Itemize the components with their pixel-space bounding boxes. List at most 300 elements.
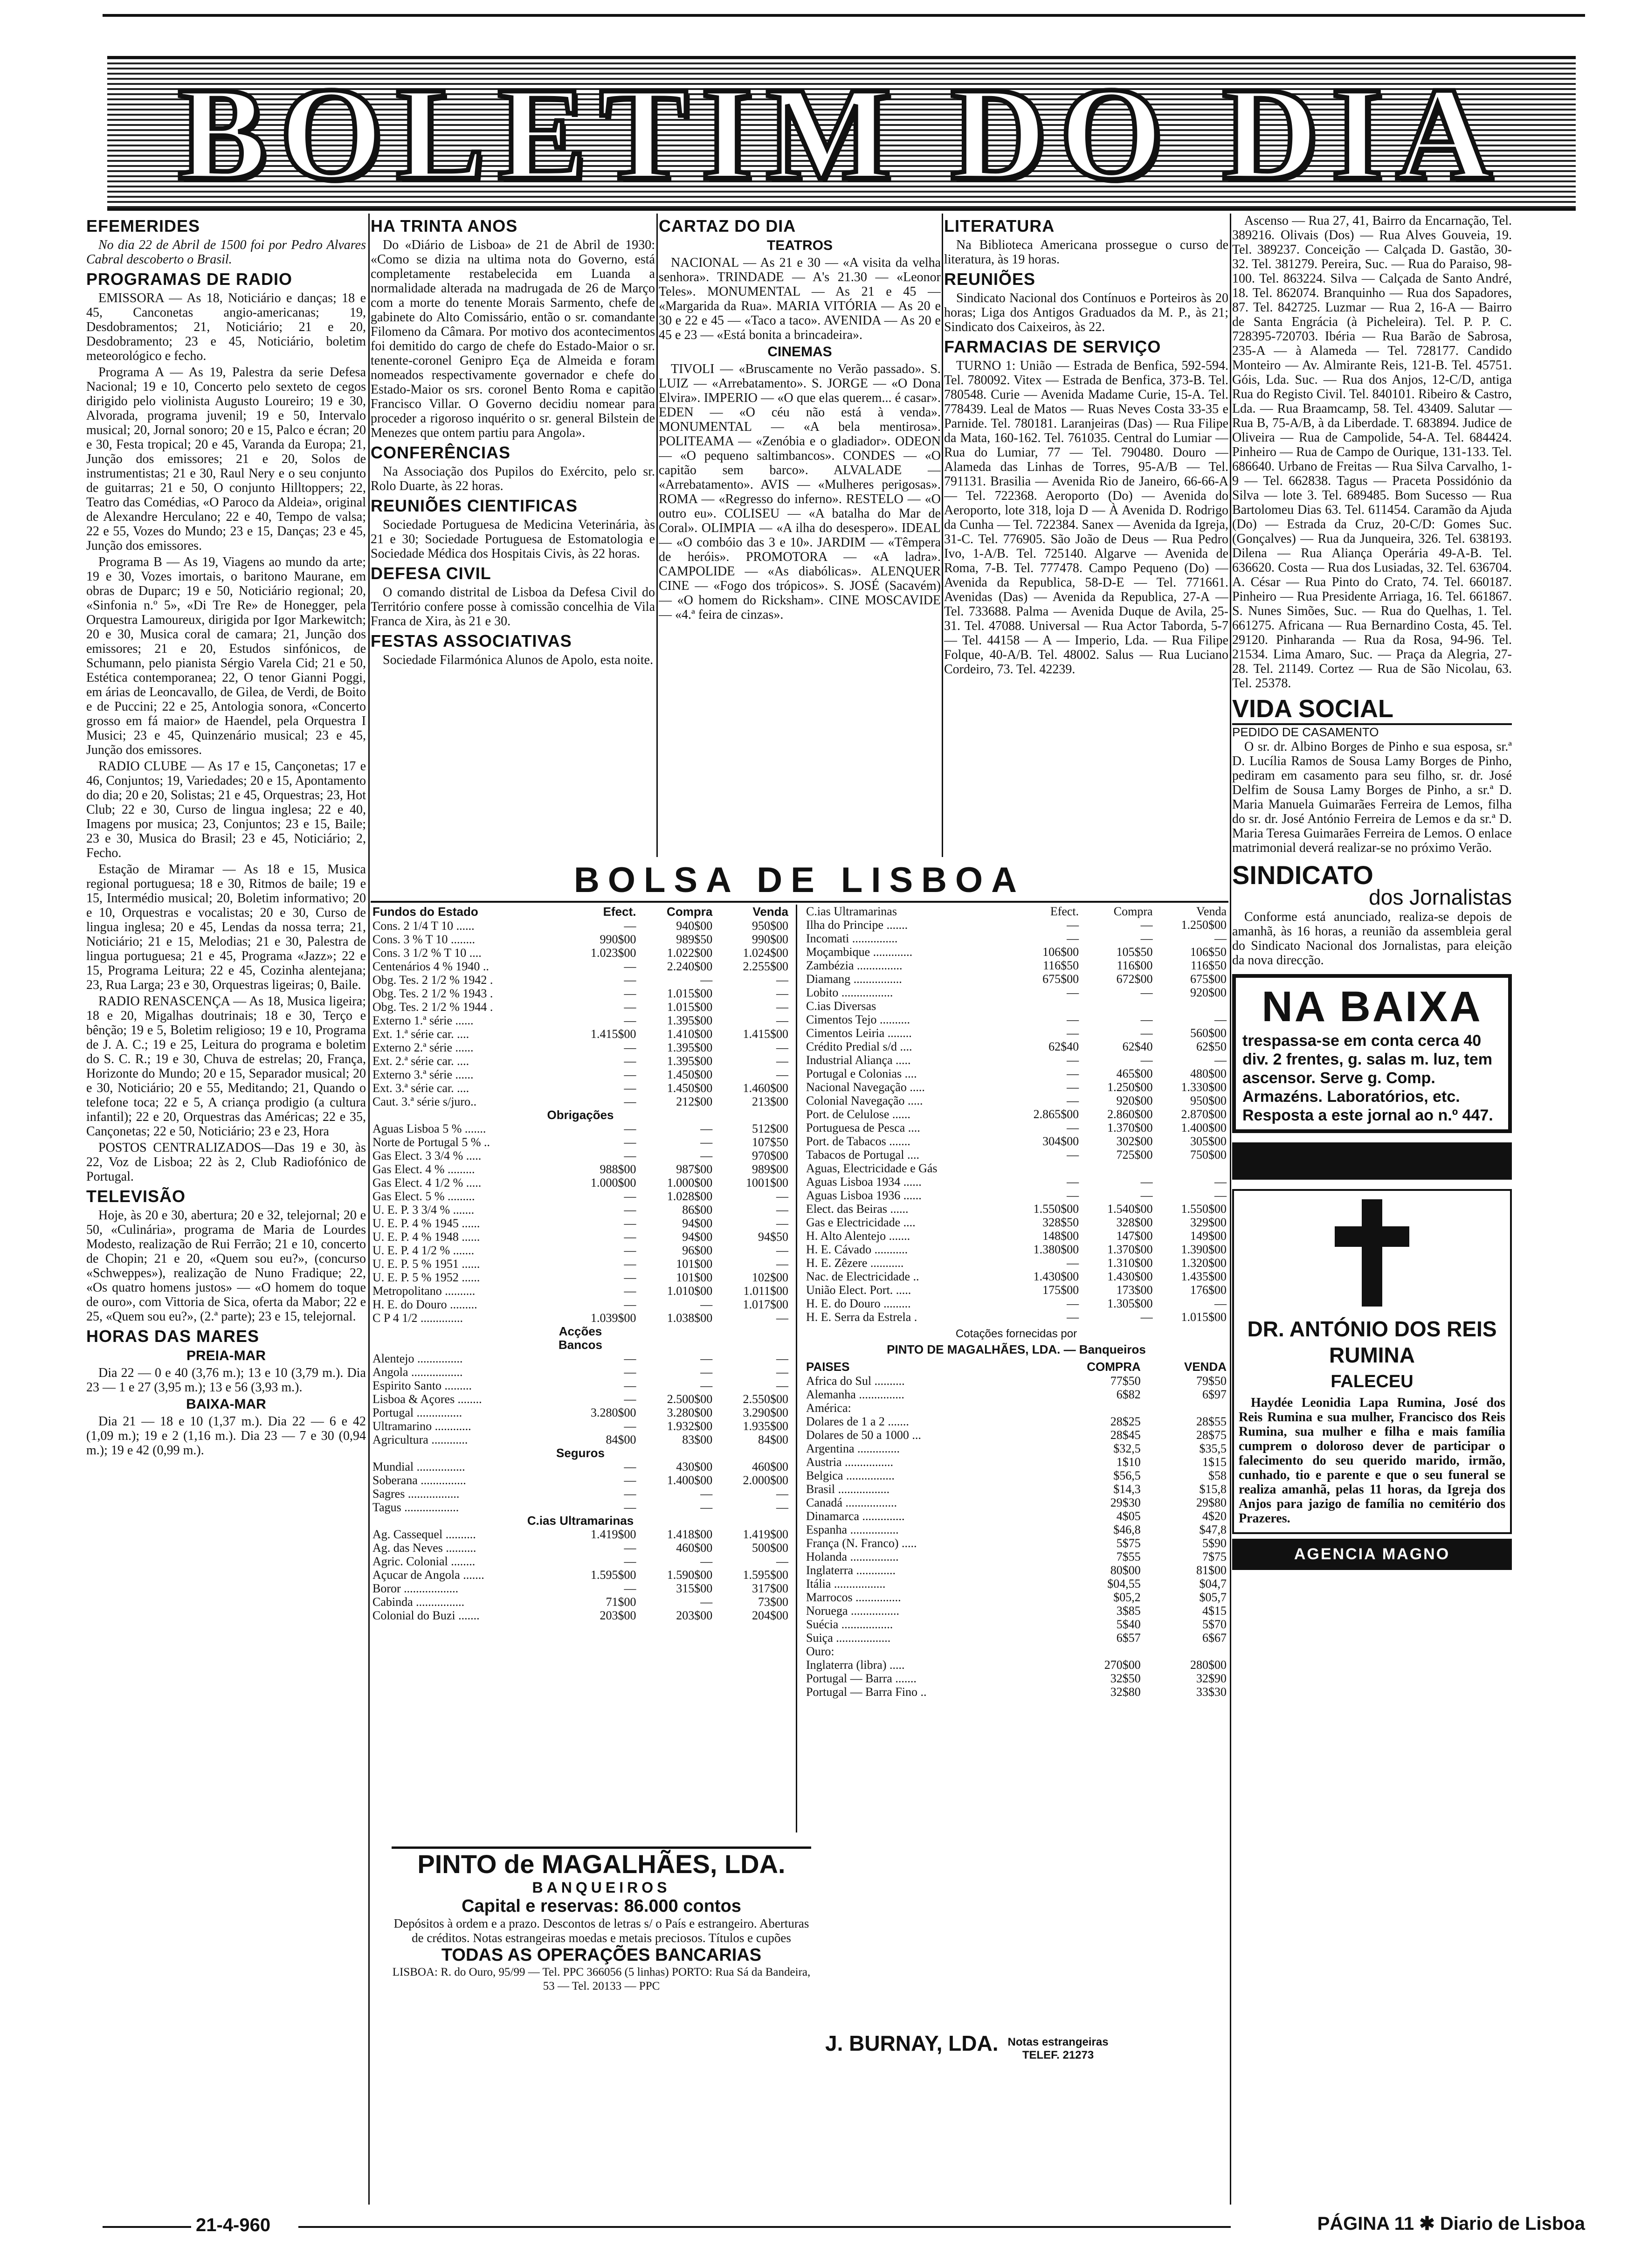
table-cell: $47,8	[1199, 1523, 1227, 1536]
table-cell: $35,5	[1199, 1442, 1227, 1455]
table-cell: 1.595$00	[743, 1568, 788, 1582]
table-cell: —	[776, 1054, 788, 1068]
table-row	[371, 946, 790, 960]
baixa-heading: BAIXA-MAR	[186, 1397, 266, 1412]
radio-emissora: EMISSORA — As 18, Noticiário e danças; 18 e 45, Canconetas angio-americanas; 19, Desdobramentos; 21, Noticiário; 21 e 20, Desdobramento; 23 e 45, Noticiário, boletim meteorológico e fecho.	[86, 291, 366, 363]
table-cell: 107$50	[752, 1135, 788, 1149]
table-cell: 105$50	[1116, 945, 1153, 959]
col-header: PAISES	[806, 1360, 850, 1374]
table-cell: Argentina ..............	[806, 1442, 900, 1455]
table-row	[371, 1352, 790, 1365]
table-cell: —	[624, 1244, 636, 1257]
table-row	[804, 1229, 1228, 1243]
table-cell: Ultramarino ............	[372, 1419, 471, 1433]
table-cell: Alentejo ...............	[372, 1352, 463, 1365]
table-cell: 989$50	[676, 933, 713, 946]
table-cell: —	[1067, 1148, 1079, 1162]
table-row	[804, 1428, 1228, 1442]
table-row	[371, 1392, 790, 1406]
table-cell: Lobito .................	[806, 986, 893, 999]
table-cell: —	[624, 1135, 636, 1149]
table-row	[371, 1095, 790, 1108]
table-cell: Obg. Tes. 2 1/2 % 1944 .	[372, 1000, 493, 1014]
table-cell: 2.000$00	[743, 1473, 788, 1487]
table-cell: 28$45	[1110, 1428, 1141, 1442]
table-cell: Zambézia ...............	[806, 959, 903, 972]
table-row	[371, 960, 790, 973]
table-cell: 1.419$00	[590, 1528, 636, 1541]
table-cell: 7$55	[1116, 1550, 1141, 1563]
table-cell: H. Alto Alentejo .......	[806, 1229, 910, 1243]
table-cell: 1.250$00	[1107, 1080, 1153, 1094]
col-header: Fundos do Estado	[372, 905, 478, 919]
table-cell: —	[1067, 1310, 1079, 1324]
table-cell: 989$00	[752, 1162, 788, 1176]
table-cell: 2.870$00	[1181, 1107, 1227, 1121]
table-cell: —	[776, 1068, 788, 1081]
table-cell: —	[624, 1122, 636, 1135]
table-row	[804, 1469, 1228, 1482]
table-row	[804, 1536, 1228, 1550]
cotacoes-firm: PINTO DE MAGALHÃES, LDA. — Banqueiros	[887, 1342, 1146, 1356]
table-subheading	[371, 1514, 790, 1528]
table-cell: 71$00	[606, 1595, 636, 1609]
table-row	[804, 1026, 1228, 1040]
table-cell: 950$00	[752, 919, 788, 933]
obituary	[1232, 1189, 1512, 1534]
table-cell: —	[624, 1000, 636, 1014]
table-cell: Elect. das Beiras ......	[806, 1202, 909, 1216]
table-cell: Externo 3.ª série ......	[372, 1068, 474, 1081]
table-cell: —	[1067, 1175, 1079, 1189]
table-cell: —	[624, 1095, 636, 1108]
festas-text: Sociedade Filarmónica Alunos de Apolo, esta noite.	[383, 653, 654, 667]
table-cell: 270$00	[1104, 1658, 1141, 1672]
table-row	[371, 1433, 790, 1446]
table-cell: 1$15	[1202, 1455, 1227, 1469]
table-cell: —	[1067, 932, 1079, 945]
table-cell: 2.255$00	[743, 960, 788, 973]
table-cell: —	[1140, 1175, 1153, 1189]
table-cell: Noruega ................	[806, 1604, 900, 1618]
table-row	[371, 1298, 790, 1311]
table-cell: $56,5	[1113, 1469, 1141, 1482]
table-row	[804, 1162, 1228, 1175]
table-row	[371, 1379, 790, 1392]
table-cell: —	[776, 1217, 788, 1230]
table-cell: 1.450$00	[667, 1081, 713, 1095]
table-cell: 2.860$00	[1107, 1107, 1153, 1121]
table-subheading	[371, 1338, 790, 1352]
table-cell: União Elect. Port. .....	[806, 1283, 911, 1297]
table-cell: —	[1067, 986, 1079, 999]
table-cell: Ext. 2.ª série car. ....	[372, 1054, 469, 1068]
table-cell: —	[1140, 932, 1153, 945]
table-row	[371, 1609, 790, 1622]
table-cell: 725$00	[1116, 1148, 1153, 1162]
table-cell: —	[700, 1500, 713, 1514]
table-cell: —	[1140, 1013, 1153, 1026]
table-cell: —	[776, 1555, 788, 1568]
table-cell	[1007, 999, 1081, 1013]
table-cell: 106$50	[1190, 945, 1227, 959]
table-cell: 1.395$00	[667, 1054, 713, 1068]
table-cell	[1035, 1401, 1143, 1415]
radio-miramar: Estação de Miramar — As 18 e 15, Musica regional portuguesa; 18 e 30, Ritmos de baile; 19 e 15, Intermédio musical; 20, Boletim informativo; 20 e 10, Orquestras e vocalistas; 20 e 30, Curso de lingua inglesa; 20 e 45, Lendas da nossa terra; 21, Noticiário; 21 e 15, Melodias; 21 e 30, Palestra de lingua portuguesa; 21 e 45, Programa «Jazz»; 22 e 15, Programa Leitura; 22 e 45, Cozinha alentejana; 23, Rua Larga; 23 e 30, Orquestras ligeiras; 0, Baile.	[86, 862, 366, 992]
table-cell: 460$00	[752, 1460, 788, 1473]
table-cell: —	[624, 1284, 636, 1298]
table-cell: 32$80	[1110, 1685, 1141, 1699]
column-4	[944, 214, 1228, 922]
table-cell: 970$00	[752, 1149, 788, 1162]
table-row	[371, 1257, 790, 1271]
table-cell: —	[700, 1379, 713, 1392]
table-cell: 80$00	[1110, 1563, 1141, 1577]
table-row	[804, 999, 1228, 1013]
table-cell: —	[624, 1473, 636, 1487]
table-row	[371, 1460, 790, 1473]
table-cell: 1.011$00	[743, 1284, 788, 1298]
table-cell: 5$70	[1202, 1618, 1227, 1631]
table-cell: Marrocos ...............	[806, 1590, 901, 1604]
table-cell: 6$97	[1202, 1388, 1227, 1401]
table-cell: 1.000$00	[667, 1176, 713, 1189]
table-cell: —	[624, 1392, 636, 1406]
table-cell: $05,2	[1113, 1590, 1141, 1604]
festas-heading: FESTAS ASSOCIATIVAS	[371, 631, 572, 650]
table-cell: —	[776, 987, 788, 1000]
table-cell: 328$50	[1042, 1216, 1079, 1229]
table-cell: —	[776, 1257, 788, 1271]
lit-text: Na Biblioteca Americana prossegue o curso de literatura, às 19 horas.	[944, 238, 1228, 267]
table-row	[804, 986, 1228, 999]
col-header: Venda	[752, 905, 788, 919]
sindicato-heading: SINDICATO	[1232, 860, 1373, 890]
cross-icon	[1335, 1199, 1409, 1307]
table-row	[371, 1068, 790, 1081]
table-cell: —	[1067, 1013, 1079, 1026]
table-cell: 2.240$00	[667, 960, 713, 973]
table-cell: —	[624, 1500, 636, 1514]
bolsa-section	[371, 905, 1228, 1837]
table-row	[804, 1148, 1228, 1162]
table-cell: —	[776, 1189, 788, 1203]
table-cell: 1.550$00	[1181, 1202, 1227, 1216]
table-cell: 920$00	[1190, 986, 1227, 999]
table-cell: 32$90	[1196, 1672, 1227, 1685]
table-row	[371, 1365, 790, 1379]
table-cell: Dolares de 50 a 1000 ...	[806, 1428, 921, 1442]
defesa-text: O comando distrital de Lisboa da Defesa Civil do Território confere posse à comissão concelhia de Vila Franca de Xira, às 21 e 30.	[371, 585, 655, 629]
table-cell: 1.015$00	[1181, 1310, 1227, 1324]
table-row	[371, 1419, 790, 1433]
table-cell: —	[624, 960, 636, 973]
table-cell: 96$00	[682, 1244, 713, 1257]
table-cell: C.ias Ultramarinas	[806, 905, 897, 918]
table-cell: —	[624, 1555, 636, 1568]
table-cell: 5$90	[1202, 1536, 1227, 1550]
table-cell: 84$00	[758, 1433, 788, 1446]
table-cell: —	[776, 1352, 788, 1365]
table-cell: Efect.	[1050, 905, 1079, 918]
table-cell: Crédito Predial s/d ....	[806, 1040, 912, 1053]
table-cell: —	[1140, 1026, 1153, 1040]
table-row	[371, 1284, 790, 1298]
table-cell: —	[1140, 1053, 1153, 1067]
table-cell: 675$00	[1190, 972, 1227, 986]
table-cell: 1.419$00	[743, 1528, 788, 1541]
table-cell: —	[776, 1365, 788, 1379]
table-cell: Tabacos de Portugal ....	[806, 1148, 919, 1162]
burnay-notas: Notas estrangeiras	[1007, 2036, 1109, 2049]
table-cell: 94$00	[682, 1230, 713, 1244]
table-cell: H. E. do Douro .........	[806, 1297, 911, 1310]
table-row	[804, 1672, 1228, 1685]
trinta-heading: HA TRINTA ANOS	[371, 216, 518, 235]
table-cell: 1.400$00	[1181, 1121, 1227, 1134]
table-row	[371, 1582, 790, 1595]
table-cell: 83$00	[682, 1433, 713, 1446]
table-row	[804, 1550, 1228, 1563]
table-cell: 1.015$00	[667, 987, 713, 1000]
table-cell: $04,7	[1199, 1577, 1227, 1590]
pinto-bank: BANQUEIROS	[532, 1879, 671, 1896]
burnay-telef: TELEF. 21273	[1022, 2049, 1094, 2062]
table-cell: 149$00	[1190, 1229, 1227, 1243]
table-row	[804, 1243, 1228, 1256]
table-cell: —	[624, 973, 636, 987]
bolsa-left	[371, 905, 790, 1622]
table-cell: 1.028$00	[667, 1189, 713, 1203]
table-cell: Lisboa & Açores ........	[372, 1392, 482, 1406]
preia-heading: PREIA-MAR	[186, 1348, 266, 1363]
table-row	[804, 1645, 1228, 1658]
table-row	[804, 1216, 1228, 1229]
table-row	[804, 1442, 1228, 1455]
table-cell: 329$00	[1190, 1216, 1227, 1229]
table-row	[371, 933, 790, 946]
table-cell: 94$00	[682, 1217, 713, 1230]
table-cell: —	[1067, 1026, 1079, 1040]
burnay-text	[1007, 2036, 1108, 2062]
table-cell: —	[776, 1203, 788, 1217]
table-cell: Gas Elect. 4 % .........	[372, 1162, 475, 1176]
table-cell: Compra	[1113, 905, 1153, 918]
table-cell	[1155, 999, 1228, 1013]
tv-text: Hoje, às 20 e 30, abertura; 20 e 32, telejornal; 20 e 50, «Culinária», programa de Maria de Lourdes Modesto, realização de Rui Ferrão; 21 e 10, concerto de Chopin; 21 e 20, «Quem sou eu?», (concurso «Schweppes»), realização de Nuno Fradique; 22, «Os quatro homens justos» — «O homem do toque de ouro», com Vittoria de Sica, oferta da Mabor; 22 e 25, «Quem sou eu?», (2.ª parte); 23 e 15, telejornal.	[86, 1208, 366, 1324]
table-cell: 1.023$00	[590, 946, 636, 960]
table-subheading	[371, 1325, 790, 1338]
table-cell: Canadá .................	[806, 1496, 897, 1509]
table-cell: U. E. P. 4 % 1945 ......	[372, 1217, 480, 1230]
table-cell: 920$00	[1116, 1094, 1153, 1107]
table-cell: $14,3	[1113, 1482, 1141, 1496]
table-cell: —	[624, 1257, 636, 1271]
table-cell	[1035, 1645, 1143, 1658]
table-cell: Espanha ................	[806, 1523, 899, 1536]
table-cell: 940$00	[676, 919, 713, 933]
table-cell: 204$00	[752, 1609, 788, 1622]
table-cell: Ag. Cassequel ..........	[372, 1528, 476, 1541]
table-cell: 101$00	[676, 1257, 713, 1271]
table-cell: 988$00	[600, 1162, 636, 1176]
table-cell: Africa do Sul ..........	[806, 1374, 905, 1388]
table-cell: 1$10	[1116, 1455, 1141, 1469]
table-cell: Cons. 2 1/4 T 10 ......	[372, 919, 475, 933]
table-cell: —	[776, 1041, 788, 1054]
table-cell: Caut. 3.ª série s/juro..	[372, 1095, 477, 1108]
table-cell: —	[624, 1014, 636, 1027]
table-cell: Itália .................	[806, 1577, 886, 1590]
table-cell: C P 4 1/2 ..............	[372, 1311, 463, 1325]
table-cell: —	[776, 1311, 788, 1325]
table-cell: 317$00	[752, 1582, 788, 1595]
footer-page: PÁGINA 11 ✱ Diario de Lisboa	[1308, 2213, 1585, 2234]
baixa-text: Dia 21 — 18 e 10 (1,37 m.). Dia 22 — 6 e 42 (1,09 m.); 19 e 2 (1,16 m.). Dia 23 — 7 e 30 (0,94 m.); 19 e 42 (0,99 m.).	[86, 1414, 366, 1458]
table-cell: C.ias Diversas	[806, 999, 876, 1013]
table-cell: 7$75	[1202, 1550, 1227, 1563]
table-cell: 212$00	[676, 1095, 713, 1108]
black-bar	[1232, 1142, 1512, 1180]
table-row	[371, 1244, 790, 1257]
table-cell: —	[1067, 1053, 1079, 1067]
radio-clube: RADIO CLUBE — As 17 e 15, Cançonetas; 17 e 46, Conjuntos; 19, Variedades; 20 e 15, Apontamento do dia; 20 e 20, Solistas; 21 e 45, Orquestras; 23, Hot Club; 22 e 30, Curso de lingua inglesa; 22 e 40, Imagens por musica; 23, Conjuntos; 23 e 15, Baile; 23 e 30, Musica do Brasil; 23 e 45, Noticiário; 2, Fecho.	[86, 759, 366, 860]
table-row	[371, 1311, 790, 1325]
column-rule	[1230, 214, 1231, 2205]
table-cell: —	[1140, 986, 1153, 999]
table-cell: Incomati ...............	[806, 932, 898, 945]
table-cell: 28$55	[1196, 1415, 1227, 1428]
pinto-capital: Capital e reservas: 86.000 contos	[462, 1896, 741, 1916]
table-cell: Suécia .................	[806, 1618, 893, 1631]
table-row	[804, 1577, 1228, 1590]
table-row	[804, 918, 1228, 932]
farm-text: TURNO 1: União — Estrada de Benfica, 592-594. Tel. 780092. Vitex — Estrada de Benfica, 373-B. Tel. 780548. Curie — Avenida Madame Curie, 15-A. Tel. 778439. Leal de Matos — Ruas Neves Costa 33-35 e Parnide. Tel. 780181. Laranjeiras (Das) — Rua Filipe da Mata, 160-162. Tel. 761035. Central do Lumiar — Rua do Lumiar, 77 — Tel. 790480. Douro — Alameda das Linhas de Torres, 95-A/B — Tel. 791131. Brasilia — Avenida Rio de Janeiro, 66-66-A — Tel. 722368. Aeroporto (Do) — Avenida do Aeroporto, lote 318, loja D — À Avenida D. Rodrigo da Cunha — Tel. 722384. Sanex — Avenida da Igreja, 31-C. Tel. 776905. São João de Deus — Rua Pedro Ivo, 1-A/B. Tel. 725140. Algarve — Avenida de Roma, 7-B. Tel. 777478. Campo Pequeno (Do) — Avenida da Republica, 58-D-E — Tel. 771661. Avenidas (Das) — Avenida da Republica, 27-A — Tel. 733688. Palma — Avenida Duque de Avila, 25-31. Tel. 47088. Universal — Rua Actor Taborda, 5-7 — Tel. 44158 — A — Imperio, Lda. — Rua Filipe Folque, 40-A/B. Tel. 48002. Salus — Rua Luciano Cordeiro, 73. Tel. 42239.	[944, 359, 1228, 677]
table-cell	[1155, 1162, 1228, 1175]
table-cell: 1.935$00	[743, 1419, 788, 1433]
table-cell: —	[1214, 1175, 1227, 1189]
table-row	[371, 1135, 790, 1149]
table-cell: —	[624, 1365, 636, 1379]
table-row	[804, 1121, 1228, 1134]
table-row	[371, 1054, 790, 1068]
table-cell: Nac. de Electricidade ..	[806, 1270, 919, 1283]
table-cell: —	[1067, 1067, 1079, 1080]
table-cell: Industrial Aliança .....	[806, 1053, 911, 1067]
table-cell: 1.415$00	[590, 1027, 636, 1041]
column-rule	[368, 214, 370, 2205]
table-cell: Ext. 3.ª série car. ....	[372, 1081, 469, 1095]
table-cell: —	[624, 1230, 636, 1244]
table-row	[371, 1027, 790, 1041]
table-cell: 62$50	[1196, 1040, 1227, 1053]
table-cell: —	[624, 1081, 636, 1095]
table-row	[371, 1203, 790, 1217]
table-row	[804, 1658, 1228, 1672]
table-cell: $04,55	[1107, 1577, 1141, 1590]
table-cell: Portugal e Colonias ....	[806, 1067, 917, 1080]
table-row	[371, 1541, 790, 1555]
table-cell: 4$20	[1202, 1509, 1227, 1523]
table-cell: 116$50	[1190, 959, 1227, 972]
table-cell: —	[1067, 1256, 1079, 1270]
subheading: Bancos	[558, 1338, 602, 1352]
reun-text: Sindicato Nacional dos Contínuos e Porteiros às 20 horas; Liga dos Antigos Graduados da M. P., às 21; Sindicato dos Caixeiros, às 22.	[944, 291, 1228, 334]
table-cell: —	[700, 1555, 713, 1568]
table-cell: Ilha do Principe .......	[806, 918, 908, 932]
table-cell: —	[1214, 1013, 1227, 1026]
table-cell: Agricultura ............	[372, 1433, 468, 1446]
table-cell: 1.450$00	[667, 1068, 713, 1081]
table-cell: 3.280$00	[590, 1406, 636, 1419]
table-row	[371, 1162, 790, 1176]
table-cell: $05,7	[1199, 1590, 1227, 1604]
table-cell: Cons. 3 1/2 % T 10 ....	[372, 946, 482, 960]
table-row	[371, 1473, 790, 1487]
table-row	[371, 1014, 790, 1027]
table-cell: Diamang ................	[806, 972, 902, 986]
table-cell: 315$00	[676, 1582, 713, 1595]
table-cell: 302$00	[1116, 1134, 1153, 1148]
table-cell: 305$00	[1190, 1134, 1227, 1148]
table-cell: Dolares de 1 a 2 .......	[806, 1415, 909, 1428]
table-cell: —	[776, 973, 788, 987]
obit-faleceu: FALECEU	[1331, 1372, 1413, 1391]
table-cell: 1001$00	[746, 1176, 788, 1189]
col-header: VENDA	[1184, 1360, 1227, 1374]
table-cell: 81$00	[1196, 1563, 1227, 1577]
conf-text: Na Associação dos Pupilos do Exército, pelo sr. Rolo Duarte, às 22 horas.	[371, 464, 655, 493]
table-cell: 1.024$00	[743, 946, 788, 960]
table-cell: —	[624, 1460, 636, 1473]
table-cell: —	[700, 1149, 713, 1162]
table-cell: 3$85	[1116, 1604, 1141, 1618]
ad-text: trespassa-se em conta cerca 40 div. 2 frentes, g. salas m. luz, tem ascensor. Serve g. Comp. Armazéns. Laboratórios, etc. Resposta a este jornal ao n.º 447.	[1242, 1032, 1493, 1124]
table-cell: Centenários 4 % 1940 ..	[372, 960, 489, 973]
table-cell: 1.540$00	[1107, 1202, 1153, 1216]
table-cell: 32$50	[1110, 1672, 1141, 1685]
column-2	[371, 214, 655, 922]
table-cell: 950$00	[1190, 1094, 1227, 1107]
table-cell: 1.038$00	[667, 1311, 713, 1325]
table-cell: Gas e Electricidade ....	[806, 1216, 916, 1229]
table-cell: 280$00	[1190, 1658, 1227, 1672]
sindicato-sub: dos Jornalistas	[1369, 885, 1512, 909]
table-cell: Austria ................	[806, 1455, 894, 1469]
cartaz-heading: CARTAZ DO DIA	[659, 216, 796, 235]
table-cell	[1143, 1645, 1228, 1658]
table-row	[804, 959, 1228, 972]
table-cell: 1.305$00	[1107, 1297, 1153, 1310]
table-row	[804, 1604, 1228, 1618]
table-cell: Moçambique .............	[806, 945, 913, 959]
pinto-magalhaes-ad	[392, 1846, 811, 2054]
table-cell: —	[1214, 932, 1227, 945]
table-cell: 1.395$00	[667, 1041, 713, 1054]
vida-sub: PEDIDO DE CASAMENTO	[1232, 725, 1379, 739]
table-row	[371, 1595, 790, 1609]
table-cell: 2.550$00	[743, 1392, 788, 1406]
table-cell: 990$00	[600, 933, 636, 946]
table-row	[371, 1500, 790, 1514]
table-cell: —	[624, 1189, 636, 1203]
obit-name: DR. ANTÓNIO DOS REIS RUMINA	[1247, 1317, 1497, 1367]
table-cell: 480$00	[1190, 1067, 1227, 1080]
table-cell: 84$00	[606, 1433, 636, 1446]
table-cell: 1.017$00	[743, 1298, 788, 1311]
table-cell: —	[700, 1365, 713, 1379]
table-row	[804, 1297, 1228, 1310]
